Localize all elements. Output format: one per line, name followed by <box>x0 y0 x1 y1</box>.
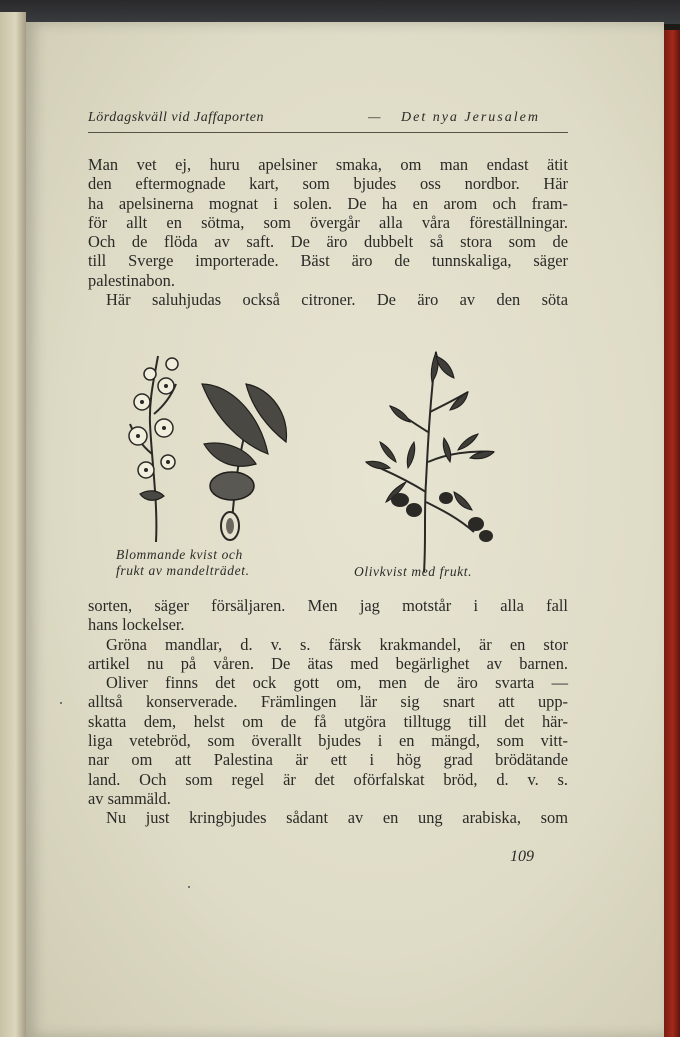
text-line: skatta dem, helst om de få utgöra tilltugg till det här- <box>88 711 568 731</box>
scanner-background <box>0 0 680 24</box>
text-line: den eftermognade kart, som bjudes oss nordbor. Här <box>88 174 568 194</box>
text-line: till Sverge importerade. Bäst äro de tunnskaliga, säger <box>88 251 568 271</box>
text-line: Nu just kringbjudes sådant av en ung arabiska, som <box>106 808 568 828</box>
text-line: alltså konserverade. Främlingen lär sig snart att upp- <box>88 692 568 712</box>
text-line: av sammäld. <box>88 788 171 808</box>
text-line: ha apelsinerna mognat i solen. De ha en arom och fram- <box>88 193 568 213</box>
text-line: palestinabon. <box>88 270 175 290</box>
paper-speck <box>60 702 62 704</box>
running-header <box>88 108 568 133</box>
text-line: Man vet ej, huru apelsiner smaka, om man endast ätit <box>88 155 568 174</box>
text-line: liga vetebröd, som överallt bjudes i en mängd, som vitt- <box>88 731 568 751</box>
book-page <box>26 22 664 1037</box>
page-number: 109 <box>510 848 534 865</box>
text-block-top <box>88 155 568 309</box>
text-line: för allt en sötma, som övergår alla våra föreställningar. <box>88 212 568 232</box>
olive-branch-illustration <box>350 342 510 574</box>
text-line: sorten, säger försäljaren. Men jag motstår i alla fall <box>88 596 568 615</box>
text-line: nar om att Palestina är ett i hög grad brödätande <box>88 750 568 770</box>
figure-caption-left <box>116 547 250 579</box>
figure-caption-right: Olivkvist med frukt. <box>354 564 473 579</box>
text-line: Och de flöda av saft. De äro dubbelt så stora som de <box>88 232 568 252</box>
text-line: Här saluhjudas också citroner. De äro av den söta <box>106 290 568 310</box>
almond-branch-illustration <box>120 344 290 544</box>
text-line: land. Och som regel är det oförfalskat bröd, d. v. s. <box>88 769 568 789</box>
paper-speck <box>188 886 190 888</box>
text-block-bottom <box>88 596 568 828</box>
left-page-edge <box>0 12 26 1037</box>
header-dash: — <box>368 110 381 125</box>
text-line: hans lockelser. <box>88 615 185 635</box>
text-line: Oliver finns det ock gott om, men de äro svarta — <box>106 673 568 693</box>
caption-line: Blommande kvist och <box>116 547 243 562</box>
text-line: Gröna mandlar, d. v. s. färsk krakmandel, är en stor <box>106 634 568 654</box>
text-line: artikel nu på våren. De ätas med begärlighet av barnen. <box>88 653 568 673</box>
header-right-title: Det nya Jerusalem <box>401 110 540 125</box>
header-left-title: Lördagskväll vid Jaffaporten <box>88 110 265 125</box>
caption-line: frukt av mandelträdet. <box>116 563 250 578</box>
